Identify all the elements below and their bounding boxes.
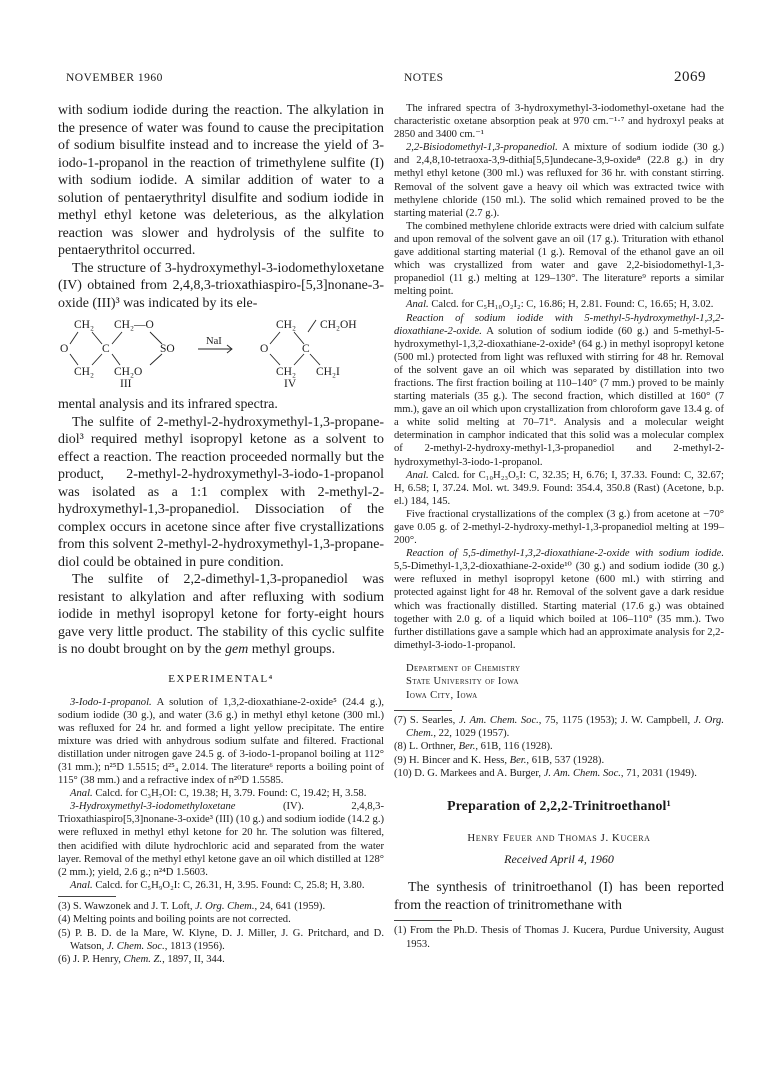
footnote <box>394 740 724 753</box>
text-run: , 75, 1175 (1953); J. W. Campbell, <box>538 714 694 726</box>
header-section: NOTES <box>404 72 444 84</box>
body-paragraph <box>58 571 384 659</box>
italic-text: Anal. <box>406 469 429 481</box>
experimental-paragraph <box>394 469 724 508</box>
footnote <box>58 953 384 966</box>
experimental-paragraph <box>58 787 384 800</box>
text-run: A solution of sodium iodide (60 g.) and 5-methyl-5-hydroxymethyl-1,3,2-dioxathiane-2-oxide³ (64 g.) in methyl isopropyl ketone (500 ml.) protected from light was refluxed with stirring for 48 hr. Removal of the solvent gave an oil which was separated by distillation into two fractions. The first fraction boiling at 110–140° (7 mm.) proved to be mainly starting materials (35 g.). The second fraction, which distilled at 160° (7 mm.), gave an oil which upon crystallization from chloroform gave 13.4 g. of a white solid melting at 70–71°. Analysis and a molecular weight determination in camphor indicated that this solid was a molecular complex of 2-methyl-2-hydroxy-methyl-1,3-propanediol and 2-methyl-2-hydroxymethyl-3-iodo-1-propanol. <box>394 325 724 468</box>
italic-text: 2,2-Bisiodomethyl-1,3-propanediol. <box>406 142 558 154</box>
bond-line <box>270 354 280 365</box>
experimental-paragraph <box>58 696 384 788</box>
footnotes <box>58 900 384 966</box>
article-authors: Henry Feuer and Thomas J. Kucera <box>467 832 651 845</box>
scheme-atom: CH₂ <box>74 366 94 378</box>
scheme-atom: CH₂—O <box>114 319 154 331</box>
text-run: Calcd. for C₅H₉O₂I: C, 26.31, H, 3.95. Found: C, 25.8; H, 3.80. <box>92 879 365 891</box>
text-run: (10) D. G. Markees and A. Burger, <box>394 768 544 780</box>
scheme-atom: CH₂ <box>74 319 94 331</box>
article-title: Preparation of 2,2,2-Trinitroethanol¹ <box>447 798 671 814</box>
footnote-rule <box>394 710 452 711</box>
text-run: (3) S. Wawzonek and J. T. Loft, <box>58 900 196 912</box>
italic-text: J. Am. Chem. Soc. <box>543 768 621 780</box>
text-run: , 22, 1029 (1957). <box>433 728 510 740</box>
bond-line <box>70 354 78 365</box>
text-run: A mixture of sodium iodide (30 g.) and 2,4,8,10-tetraoxa-3,9-dithia[5,5]undecane-3,9-oxide⁸ (22.8 g.) in dry methyl ethyl ketone (300 ml.) was refluxed for 36 hr. with constant stirring. Removal of the solvent gave a heavy oil which was extracted twice with methylene chloride (150 ml.). The solid which remained proved to be the starting material (2.7 g.). <box>394 142 724 219</box>
text-run: The sulfite of 2,2-dimethyl-1,3-propanediol was resistant to alkylation and after refluxing with sodium iodide in methyl isopropyl ketone for forty-eight hours gave very little product. The stability of this cyclic sulfite is no doubt brought on by the <box>58 572 384 657</box>
text-run: methyl groups. <box>248 642 336 657</box>
experimental-paragraph <box>394 141 724 220</box>
page-number: 2069 <box>674 69 706 85</box>
text-run: , 61B, 116 (1928). <box>475 741 553 753</box>
received-date: Received April 4, 1960 <box>504 852 614 867</box>
text-run: A solution of 1,3,2-dioxathiane-2-oxide⁵ (24.4 g.), sodium iodide (30 g.), and water (3.6 g.) in methyl ethyl ketone (300 ml.) was refluxed for 24 hr. and formed a light yellow precipitate. The entire mixture was dried with anhydrous sodium sulfate and filtered. Fractional distillation under nitrogen gave 24.5 g. of 3-iodo-1-propanol boiling at 112° (31 mm.); n²⁵D 1.5515; d²⁵₄ 2.014. The literature⁶ reports a boiling point of 115° (38 mm.) and a refractive index of n²⁰D 1.5585. <box>58 696 384 787</box>
experimental-paragraph: The infrared spectra of 3-hydroxymethyl-3-iodomethyl-oxetane had the characteristic oxetane absorption peak at 970 cm.⁻¹·⁷ and hydroxyl peaks at 2850 and 3400 cm.⁻¹ <box>394 103 724 141</box>
italic-text: J. Org. Chem. <box>406 714 724 740</box>
italic-text: Anal. <box>70 788 93 800</box>
text-run: , 1897, II, 344. <box>162 954 225 966</box>
footnotes <box>394 714 724 780</box>
text-run: 5,5-Dimethyl-1,3,2-dioxathiane-2-oxide¹⁰ (30 g.) and sodium iodide (30 g.) were refluxed in methyl isopropyl ketone (600 ml.) with stirring and protected against light for 48 hr. Removal of the solvent gave a dark residue which was fractionally distilled. Starting material (17.6 g.) was obtained together with 2.0 g. of a liquid which boiled at 106–110° (35 mm.). Two further distillations gave a sample which had an approximate analysis for 2,2-dimethyl-3-iodo-1-propanol. <box>394 561 724 651</box>
footnote-rule <box>394 920 452 921</box>
experimental-paragraph: The combined methylene chloride extracts were dried with calcium sulfate and upon removal of the solvent gave an oil (17 g.). Trituration with ethanol gave additional starting material (1 g.). Removal of the ethanol gave an oil which was crystallized from water and gave 2,2-bisiodomethyl-1,3-propanediol (11 g.) melting at 129–130°. The literature⁹ reports a similar melting point. <box>394 220 724 298</box>
text-run: (5) P. B. D. de la Mare, W. Klyne, D. J. Miller, J. G. Pritchard, and D. Watson, <box>58 927 384 952</box>
bond-line <box>270 332 280 344</box>
body-paragraph: with sodium iodide during the reaction. The alkylation in the presence of water was found to cause the precipitation of sodium bisulfite instead and to increase the yield of 3-iodo-1-propanol in the reaction of trimethylene sulfite (I) with sodium iodide. A similar addition of water to a solution of pentaerythrityl disulfite and sodium iodide in methyl ethyl ketone was deleterious, as the alkylation reaction was slower and hydrolysis of the sulfite to pentaerythritol occurred. <box>58 103 384 258</box>
left-column <box>58 102 384 966</box>
scheme-atom: CH₂ <box>276 319 296 331</box>
italic-text: J. Am. Chem. Soc. <box>458 714 539 726</box>
bond-line <box>294 354 304 365</box>
right-column <box>394 102 724 951</box>
footnote <box>58 900 384 913</box>
bond-line <box>150 354 162 365</box>
experimental-paragraph <box>58 879 384 892</box>
experimental-paragraph <box>394 298 724 311</box>
text-run: (6) J. P. Henry, <box>58 954 124 966</box>
affiliation-line: Iowa City, Iowa <box>406 689 478 701</box>
footnote: (4) Melting points and boiling points are not corrected. <box>58 914 291 926</box>
bond-line <box>308 320 316 332</box>
scheme-atom: C <box>102 343 110 355</box>
experimental-paragraph <box>394 547 724 652</box>
footnote <box>394 767 724 780</box>
text-run: , 1813 (1956). <box>164 940 225 952</box>
experimental-paragraph <box>58 800 384 879</box>
scheme-atom: O <box>60 343 69 355</box>
footnotes <box>394 924 724 951</box>
text-run: (9) H. Bincer and K. Hess, <box>394 754 510 766</box>
header-date: NOVEMBER 1960 <box>66 72 163 84</box>
italic-text: 3-Iodo-1-propanol. <box>70 696 152 708</box>
body-paragraph: The sulfite of 2-methyl-2-hydroxymethyl-1,3-propane-diol³ required methyl isopropyl ketone as a solvent to effect a reaction. The reaction proceeded normally but the product, 2-methyl-2-hydroxymethyl-3-iodo-1-propanol was isolated as a 1:1 complex with 2-methyl-2-hydroxymethyl-1,3-propanediol. Dissociation of the complex occurs in acetone since after five crystallizations from this solvent 2-methyl-2-hydroxymethyl-1,3-propane-diol could be obtained in pure condition. <box>58 414 384 570</box>
scheme-atom: O <box>260 343 269 355</box>
italic-text: Ber. <box>509 754 527 766</box>
italic-text: J. Org. Chem. <box>195 900 255 912</box>
bond-line <box>310 354 320 365</box>
bond-line <box>92 332 102 344</box>
text-run: , 71, 2031 (1949). <box>620 768 697 780</box>
text-run: Calcd. for C₁₀H₂₃O₅I: C, 32.35; H, 6.76; I, 37.33. Found: C, 32.67; H, 6.58; I, 37.24. Mol. wt. 349.9. Found: 354.4, 350.8 (Rast) (Acetone, b.p. el.) 184, 145. <box>394 469 724 507</box>
text-run: Calcd. for C₅H₁₀O₂I₂: C, 16.86; H, 2.81. Found: C, 16.65; H, 3.02. <box>428 299 714 311</box>
italic-text: gem <box>225 642 249 657</box>
text-run: (7) S. Searles, <box>394 714 459 726</box>
experimental-paragraph <box>394 312 724 469</box>
bond-line <box>112 354 120 365</box>
footnote <box>58 927 384 954</box>
text-run: (8) L. Orthner, <box>394 741 459 753</box>
scheme-atom: CH₂O <box>114 366 143 378</box>
body-paragraph: The synthesis of trinitroethanol (I) has been reported from the reaction of trinitromethane with <box>394 880 724 913</box>
body-paragraph: The structure of 3-hydroxymethyl-3-iodomethyloxetane (IV) obtained from 2,4,8,3-trioxathiaspiro-[5,3]nonane-3-oxide (III)³ was indicated by its ele- <box>58 260 384 311</box>
affiliation-line: Department of Chemistry <box>406 662 521 674</box>
compound-label: III <box>120 378 132 390</box>
text-run: (IV). 2,4,8,3-Trioxathiaspiro[5,3]nonane-3-oxide³ (III) (10 g.) and sodium iodide (14.2 g.) were refluxed in methyl ethyl ketone for 20 hr. The solution was filtered, then acidified with dilute hydrochloric acid and separated from the water layer. Removal of the methyl ethyl ketone gave an oil which distilled at 128° (2 mm.); yield, 2.6 g.; n²⁴D 1.5603. <box>58 801 384 878</box>
bond-line <box>92 354 102 365</box>
italic-text: J. Chem. Soc. <box>106 940 165 952</box>
italic-text: Reaction of 5,5-dimethyl-1,3,2-dioxathiane-2-oxide with sodium iodide. <box>406 548 724 560</box>
reaction-scheme <box>58 318 384 384</box>
affiliation <box>406 662 724 702</box>
running-header <box>66 69 706 90</box>
footnote <box>394 714 724 741</box>
scheme-atom: C <box>302 343 310 355</box>
italic-text: Ber. <box>458 741 476 753</box>
compound-label: IV <box>284 378 297 390</box>
affiliation-line: State University of Iowa <box>406 676 519 688</box>
scheme-atom: CH₂OH <box>320 319 357 331</box>
italic-text: Anal. <box>406 299 429 311</box>
text-run: Calcd. for C₃H₇OI: C, 19.38; H, 3.79. Found: C, 19.42; H, 3.58. <box>92 788 367 800</box>
text-run: , 24, 641 (1959). <box>254 900 326 912</box>
scheme-atom: SO <box>160 343 175 355</box>
italic-text: Reaction of sodium iodide with 5-methyl-5-hydroxymethyl-1,3,2-dioxathiane-2-oxide. <box>394 312 724 337</box>
scheme-atom: CH₂I <box>316 366 340 378</box>
italic-text: Chem. Z. <box>123 954 163 966</box>
body-paragraph: mental analysis and its infrared spectra. <box>58 397 278 412</box>
experimental-paragraph: Five fractional crystallizations of the complex (3 g.) from acetone at −70° gave 0.05 g. of 2-methyl-2-hydroxy-methyl-1,3-propanediol melting at 199–200°. <box>394 508 724 547</box>
footnote-rule <box>58 896 116 897</box>
footnote: (1) From the Ph.D. Thesis of Thomas J. Kucera, Purdue University, August 1953. <box>394 925 724 950</box>
scheme-atom: CH₂ <box>276 366 296 378</box>
reaction-reagent: NaI <box>206 336 222 347</box>
section-heading: EXPERIMENTAL⁴ <box>168 672 274 685</box>
scheme-labels <box>58 380 384 392</box>
text-run: , 61B, 537 (1928). <box>526 754 605 766</box>
italic-text: Anal. <box>70 879 93 891</box>
italic-text: 3-Hydroxymethyl-3-iodomethyloxetane <box>70 801 236 813</box>
bond-line <box>70 332 78 344</box>
footnote <box>394 754 724 767</box>
bond-line <box>112 332 122 344</box>
